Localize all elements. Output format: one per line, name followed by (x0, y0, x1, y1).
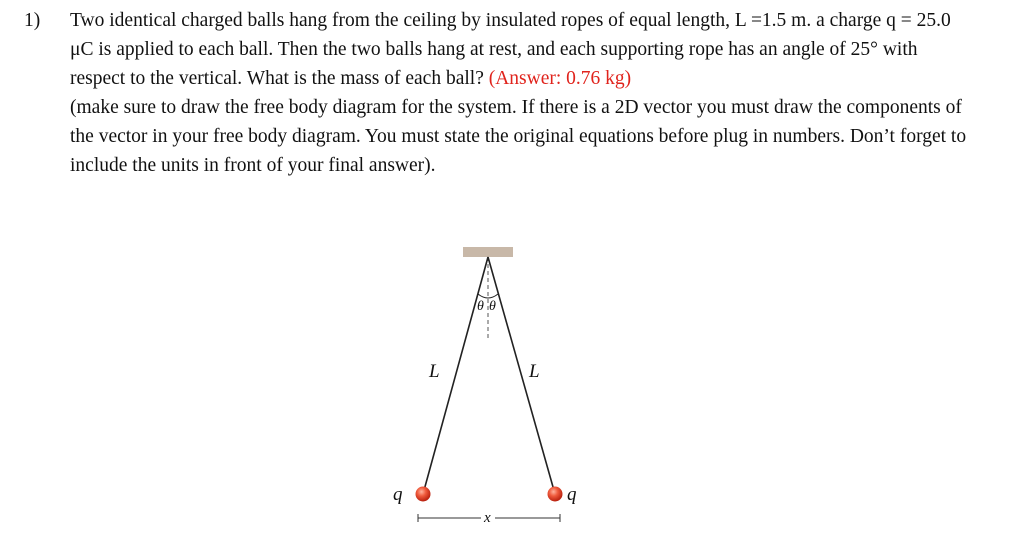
pendulum-figure (370, 238, 610, 538)
right-charged-ball (548, 487, 563, 502)
right-rope (488, 257, 555, 494)
left-L-label: L (429, 361, 440, 382)
left-charged-ball (416, 487, 431, 502)
ceiling-block (463, 247, 513, 257)
right-q-label: q (567, 484, 577, 505)
left-theta-label: θ (477, 299, 484, 314)
right-theta-label: θ (489, 299, 496, 314)
problem-body (70, 6, 975, 180)
left-q-label: q (393, 484, 403, 505)
pendulum-diagram (370, 238, 610, 538)
problem-statement: Two identical charged balls hang from the ceiling by insulated ropes of equal length, L =1.5 m. a charge q = 25.0 μC is applied to each ball. Then the two balls hang at rest, and each supporting rope has an angle of 25° with respect to the vertical. What is the mass of each ball? (70, 10, 951, 89)
answer-text: (Answer: 0.76 kg) (488, 68, 632, 89)
instructions-text: (make sure to draw the free body diagram for the system. If there is a 2D vector you must draw the components of the vector in your free body diagram. You must state the original equations before plug in numbers. Don’t forget to include the units in front of your final answer). (70, 97, 967, 176)
right-angle-arc (488, 294, 498, 298)
problem-number: 1) (24, 10, 41, 31)
left-angle-arc (478, 294, 488, 298)
separation-x-label: x (484, 510, 491, 526)
right-L-label: L (529, 361, 540, 382)
